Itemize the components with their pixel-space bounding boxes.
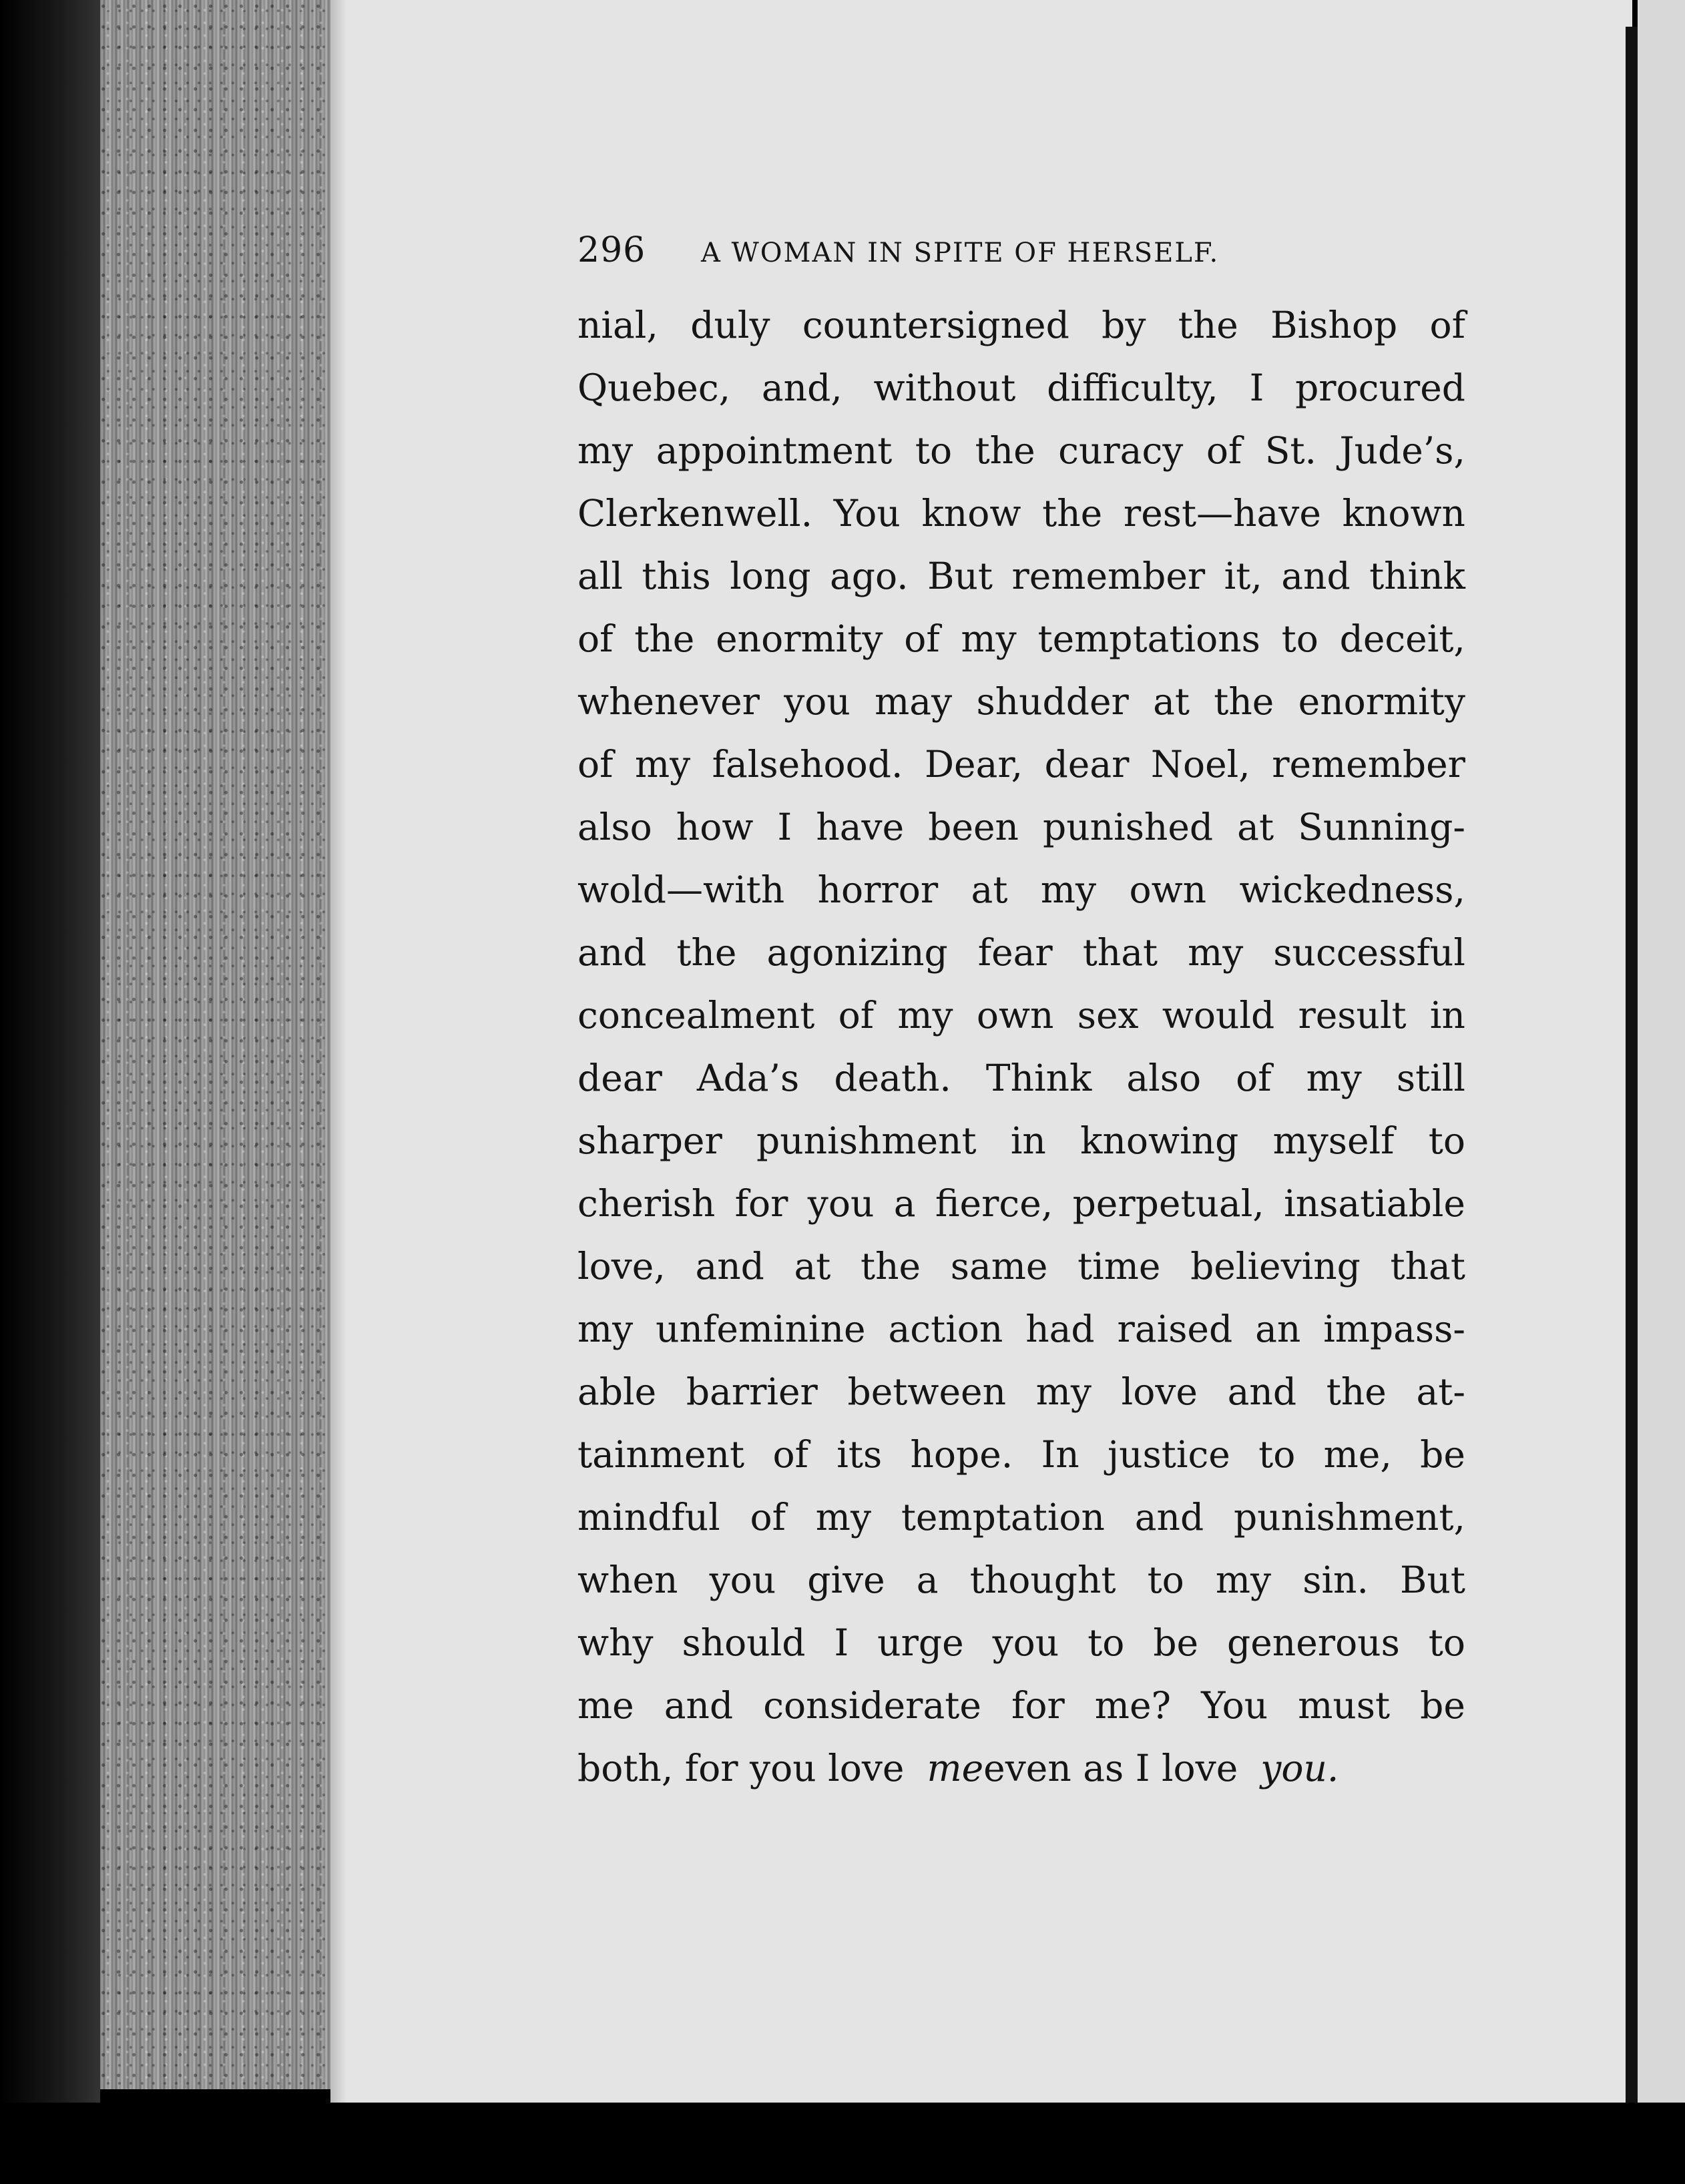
- word: myself: [1272, 1119, 1395, 1162]
- word: an: [1255, 1308, 1301, 1350]
- word: sin.: [1302, 1559, 1369, 1601]
- word: to: [1281, 617, 1318, 660]
- body-line: [577, 482, 1465, 545]
- word: able: [577, 1370, 657, 1413]
- word: may: [875, 680, 953, 723]
- word: have: [816, 806, 905, 848]
- body-text: [577, 294, 1465, 1737]
- body-line: [577, 1298, 1465, 1360]
- word: impass-: [1323, 1308, 1465, 1350]
- word: But: [927, 555, 993, 597]
- word: unfeminine: [656, 1308, 866, 1350]
- word: death.: [834, 1057, 951, 1099]
- body-line: [577, 419, 1465, 482]
- last-line-emphasis-2: you.: [1260, 1747, 1339, 1790]
- word: you: [992, 1621, 1059, 1664]
- word: St.: [1264, 429, 1317, 472]
- word: temptations: [1037, 617, 1260, 660]
- word: for: [1011, 1684, 1065, 1727]
- word: be: [1153, 1621, 1199, 1664]
- body-line: [577, 1423, 1465, 1486]
- word: of: [1429, 304, 1465, 346]
- word: my: [577, 1308, 634, 1350]
- word: procured: [1295, 366, 1465, 409]
- word: also: [1126, 1057, 1202, 1099]
- word: at: [1153, 680, 1190, 723]
- word: remember: [1011, 555, 1206, 597]
- word: my: [961, 617, 1017, 660]
- word: punishment,: [1233, 1496, 1465, 1539]
- word: I: [1249, 366, 1264, 409]
- word: action: [888, 1308, 1003, 1350]
- word: But: [1400, 1559, 1465, 1601]
- running-head: [577, 230, 1465, 277]
- right-page-edge: [1626, 27, 1638, 2103]
- body-line: [577, 733, 1465, 796]
- word: known: [1342, 492, 1465, 535]
- word: in: [1010, 1119, 1046, 1162]
- word: punished: [1043, 806, 1214, 848]
- word: you: [709, 1559, 776, 1601]
- word: to: [1147, 1559, 1184, 1601]
- body-line: [577, 670, 1465, 733]
- body-line: [577, 1549, 1465, 1611]
- word: I: [777, 806, 792, 848]
- word: shudder: [976, 680, 1129, 723]
- word: of: [904, 617, 940, 660]
- word: the: [1178, 304, 1238, 346]
- word: at: [794, 1245, 831, 1288]
- word: and: [577, 931, 647, 974]
- word: to: [1088, 1621, 1125, 1664]
- word: and: [1281, 555, 1351, 597]
- word: of: [1206, 429, 1242, 472]
- body-line: [577, 1047, 1465, 1109]
- word: result: [1298, 994, 1407, 1037]
- body-line: [577, 1235, 1465, 1298]
- page-edges: [100, 0, 330, 2089]
- last-line-emphasis-1: me: [927, 1747, 984, 1790]
- word: be: [1420, 1684, 1465, 1727]
- word: generous: [1227, 1621, 1400, 1664]
- last-line-part-1: both, for you love: [577, 1747, 905, 1790]
- word: my: [634, 743, 691, 786]
- word: at: [1237, 806, 1274, 848]
- word: insatiable: [1284, 1182, 1465, 1225]
- word: in: [1429, 994, 1465, 1037]
- word: dear: [1044, 743, 1130, 786]
- word: the: [676, 931, 737, 974]
- word: wickedness,: [1239, 868, 1465, 911]
- word: and,: [761, 366, 842, 409]
- word: know: [921, 492, 1021, 535]
- word: you: [807, 1182, 875, 1225]
- word: enormity: [716, 617, 883, 660]
- word: perpetual,: [1072, 1182, 1264, 1225]
- word: difficulty,: [1047, 366, 1218, 409]
- word: the: [975, 429, 1035, 472]
- word: tainment: [577, 1433, 745, 1476]
- word: fear: [977, 931, 1053, 974]
- body-line: [577, 921, 1465, 984]
- word: Clerkenwell.: [577, 492, 813, 535]
- body-line: [577, 607, 1465, 670]
- word: urge: [877, 1621, 964, 1664]
- word: sex: [1077, 994, 1139, 1037]
- word: Quebec,: [577, 366, 731, 409]
- page-number: 296: [577, 230, 646, 270]
- word: my: [1040, 868, 1097, 911]
- body-line: [577, 796, 1465, 858]
- word: and: [695, 1245, 764, 1288]
- word: Noel,: [1150, 743, 1250, 786]
- word: a: [893, 1182, 916, 1225]
- word: love,: [577, 1245, 666, 1288]
- word: its: [836, 1433, 883, 1476]
- word: Bishop: [1270, 304, 1398, 346]
- word: it,: [1224, 555, 1262, 597]
- word: why: [577, 1621, 654, 1664]
- word: to: [1428, 1119, 1465, 1162]
- word: barrier: [686, 1370, 818, 1413]
- word: the: [1042, 492, 1103, 535]
- word: and: [1134, 1496, 1204, 1539]
- running-title: A WOMAN IN SPITE OF HERSELF.: [701, 238, 1220, 268]
- body-line: [577, 1486, 1465, 1549]
- word: to: [915, 429, 953, 472]
- word: the: [861, 1245, 921, 1288]
- word: Jude’s,: [1339, 429, 1465, 472]
- word: the: [1214, 680, 1274, 723]
- body-line: [577, 356, 1465, 419]
- word: own: [976, 994, 1054, 1037]
- word: horror: [817, 868, 939, 911]
- word: been: [928, 806, 1019, 848]
- word: of: [1236, 1057, 1272, 1099]
- body-line-last: [577, 1737, 1465, 1800]
- word: the: [1326, 1370, 1387, 1413]
- bottom-border: [0, 2103, 1685, 2184]
- word: believing: [1190, 1245, 1361, 1288]
- word: wold—with: [577, 868, 785, 911]
- word: would: [1162, 994, 1275, 1037]
- word: enormity: [1298, 680, 1465, 723]
- word: rest—have: [1123, 492, 1321, 535]
- word: be: [1420, 1433, 1465, 1476]
- body-line: [577, 1611, 1465, 1674]
- word: temptation: [901, 1496, 1105, 1539]
- word: me: [577, 1684, 634, 1727]
- body-line: [577, 984, 1465, 1047]
- word: my: [1306, 1057, 1362, 1099]
- word: without: [873, 366, 1016, 409]
- word: when: [577, 1559, 678, 1601]
- word: deceit,: [1339, 617, 1465, 660]
- word: considerate: [763, 1684, 981, 1727]
- word: of: [577, 617, 614, 660]
- word: a: [916, 1559, 939, 1601]
- word: that: [1390, 1245, 1465, 1288]
- word: me?: [1094, 1684, 1171, 1727]
- word: whenever: [577, 680, 760, 723]
- word: of: [577, 743, 614, 786]
- word: love: [1121, 1370, 1198, 1413]
- word: my: [897, 994, 953, 1037]
- word: successful: [1273, 931, 1465, 974]
- word: had: [1025, 1308, 1095, 1350]
- body-line: [577, 1360, 1465, 1423]
- word: thought: [969, 1559, 1116, 1601]
- word: appointment: [656, 429, 893, 472]
- word: must: [1298, 1684, 1391, 1727]
- word: In: [1041, 1433, 1079, 1476]
- body-line: [577, 858, 1465, 921]
- word: fierce,: [935, 1182, 1053, 1225]
- word: Ada’s: [696, 1057, 800, 1099]
- word: of: [838, 994, 875, 1037]
- binding-shadow: [0, 0, 100, 2184]
- body-line: [577, 1674, 1465, 1737]
- word: at-: [1416, 1370, 1465, 1413]
- word: raised: [1117, 1308, 1233, 1350]
- word: falsehood.: [712, 743, 903, 786]
- word: justice: [1108, 1433, 1230, 1476]
- word: for: [734, 1182, 788, 1225]
- word: hope.: [910, 1433, 1013, 1476]
- word: my: [577, 429, 634, 472]
- word: cherish: [577, 1182, 716, 1225]
- word: my: [1188, 931, 1244, 974]
- word: Dear,: [924, 743, 1023, 786]
- word: agonizing: [766, 931, 948, 974]
- word: between: [847, 1370, 1006, 1413]
- word: You: [833, 492, 901, 535]
- word: my: [1215, 1559, 1272, 1601]
- word: ago.: [829, 555, 909, 597]
- text-block: [577, 230, 1465, 1800]
- word: punishment: [756, 1119, 977, 1162]
- word: dear: [577, 1057, 662, 1099]
- body-line: [577, 1109, 1465, 1172]
- word: Think: [985, 1057, 1092, 1099]
- word: give: [807, 1559, 885, 1601]
- word: sharper: [577, 1119, 722, 1162]
- word: this: [642, 555, 711, 597]
- word: own: [1129, 868, 1207, 911]
- word: same: [950, 1245, 1048, 1288]
- word: to: [1258, 1433, 1296, 1476]
- word: concealment: [577, 994, 815, 1037]
- word: also: [577, 806, 652, 848]
- word: me,: [1323, 1433, 1392, 1476]
- word: all: [577, 555, 623, 597]
- word: to: [1428, 1621, 1465, 1664]
- body-line: [577, 1172, 1465, 1235]
- word: should: [682, 1621, 806, 1664]
- word: how: [676, 806, 754, 848]
- body-line: [577, 545, 1465, 607]
- word: of: [772, 1433, 808, 1476]
- word: knowing: [1080, 1119, 1239, 1162]
- right-margin-strip: [1638, 0, 1685, 2103]
- word: time: [1077, 1245, 1161, 1288]
- word: Sunning-: [1298, 806, 1465, 848]
- body-line: [577, 294, 1465, 356]
- word: still: [1396, 1057, 1465, 1099]
- word: curacy: [1058, 429, 1184, 472]
- word: you: [784, 680, 851, 723]
- word: my: [815, 1496, 872, 1539]
- word: nial,: [577, 304, 658, 346]
- word: of: [750, 1496, 786, 1539]
- word: mindful: [577, 1496, 720, 1539]
- word: I: [834, 1621, 849, 1664]
- word: remember: [1272, 743, 1465, 786]
- word: think: [1369, 555, 1465, 597]
- word: and: [664, 1684, 734, 1727]
- last-line-part-2: even as I love: [983, 1747, 1238, 1790]
- word: duly: [690, 304, 770, 346]
- word: You: [1201, 1684, 1268, 1727]
- word: that: [1082, 931, 1158, 974]
- word: and: [1227, 1370, 1297, 1413]
- word: my: [1035, 1370, 1092, 1413]
- word: by: [1102, 304, 1146, 346]
- word: at: [971, 868, 1008, 911]
- word: the: [634, 617, 695, 660]
- word: countersigned: [802, 304, 1069, 346]
- word: long: [730, 555, 811, 597]
